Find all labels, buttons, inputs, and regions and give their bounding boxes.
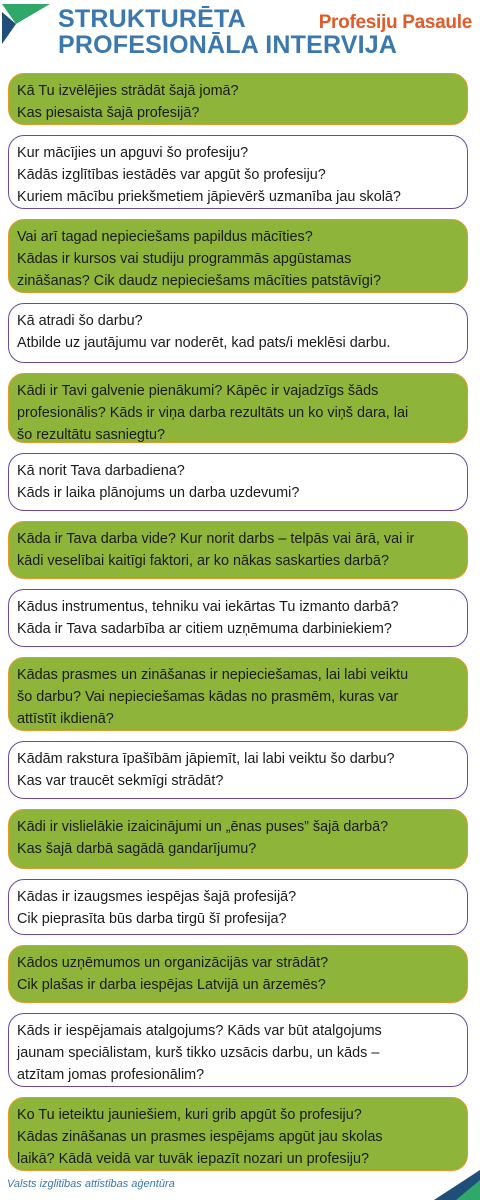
corner-decoration-icon (420, 1170, 480, 1200)
question-card (8, 73, 468, 125)
question-card (8, 1013, 468, 1087)
question-card (8, 589, 468, 647)
question-card (8, 1097, 468, 1171)
question-text-line: Kur mācījies un apguvi šo profesiju? (17, 145, 249, 161)
question-card (8, 657, 468, 731)
question-text-line: Kas var traucēt sekmīgi strādāt? (17, 773, 224, 789)
question-card (8, 303, 468, 363)
question-text-line: Kāds ir iespējamais atalgojums? Kāds var būt atalgojums (17, 1023, 382, 1039)
question-card (8, 373, 468, 443)
question-text-line: Kādi ir Tavi galvenie pienākumi? Kāpēc ir vajadzīgs šāds (17, 383, 379, 399)
question-text-line: Kas piesaista šajā profesijā? (17, 105, 200, 121)
footer-agency: Valsts izglītības attīstības aģentūra (7, 1178, 175, 1190)
question-text-line: Kādas ir izaugsmes iespējas šajā profesijā? (17, 889, 297, 905)
question-text-line: profesionālis? Kāds ir viņa darba rezultāts un ko viņš dara, lai (17, 405, 409, 421)
question-text-line: Kā atradi šo darbu? (17, 313, 143, 329)
question-text-line: Kādas zināšanas un prasmes iespējams apgūt jau skolas (17, 1129, 383, 1145)
header (0, 0, 480, 72)
question-text-line: jaunam speciālistam, kurš tikko uzsācis darbu, un kāds – (17, 1045, 380, 1061)
question-card (8, 135, 468, 209)
question-text-line: šo rezultātu sasniegtu? (17, 427, 165, 443)
question-text-line: Kādos uzņēmumos un organizācijās var strādāt? (17, 955, 329, 971)
question-text-line: Cik plašas ir darba iespējas Latvijā un ārzemēs? (17, 977, 326, 993)
question-text-line: Kādām rakstura īpašībām jāpiemīt, lai labi veiktu šo darbu? (17, 751, 395, 767)
question-text-line: atzītam jomas profesionālim? (17, 1067, 205, 1083)
question-card (8, 945, 468, 1003)
question-text-line: Kā Tu izvēlējies strādāt šajā jomā? (17, 83, 239, 99)
question-card (8, 219, 468, 293)
question-text-line: laikā? Kādā veidā var tuvāk iepazīt nozari un profesiju? (17, 1151, 369, 1167)
title-line-2: PROFESIONĀLA INTERVIJA (58, 31, 398, 59)
question-text-line: šo darbu? Vai nepieciešamas kādas no prasmēm, kuras var (17, 689, 399, 705)
question-text-line: Vai arī tagad nepieciešams papildus mācīties? (17, 229, 313, 245)
question-text-line: Atbilde uz jautājumu var noderēt, kad pats/i meklēsi darbu. (17, 335, 391, 351)
question-card (8, 453, 468, 511)
question-text-line: Kādās izglītības iestādēs var apgūt šo profesiju? (17, 167, 326, 183)
question-card (8, 809, 468, 869)
title-line-1: STRUKTURĒTA (58, 5, 246, 33)
question-text-line: Cik pieprasīta būs darba tirgū šī profesija? (17, 911, 287, 927)
question-text-line: Kāda ir Tava sadarbība ar citiem uzņēmuma darbiniekiem? (17, 621, 392, 637)
question-text-line: Kā norit Tava darbadiena? (17, 463, 185, 479)
question-text-line: Kādas prasmes un zināšanas ir nepieciešamas, lai labi veiktu (17, 667, 409, 683)
question-text-line: Kāds ir laika plānojums un darba uzdevumi? (17, 485, 300, 501)
question-text-line: Kāda ir Tava darba vide? Kur norit darbs – telpās vai ārā, vai ir (17, 531, 415, 547)
question-card (8, 521, 468, 579)
question-card (8, 741, 468, 799)
question-text-line: zināšanas? Cik daudz nepieciešams mācīties patstāvīgi? (17, 273, 381, 289)
question-text-line: attīstīt ikdienā? (17, 711, 114, 727)
brand-logo-text: Profesiju Pasaule (318, 12, 472, 33)
question-text-line: Kādas ir kursos vai studiju programmās apgūstamas (17, 251, 352, 267)
question-text-line: Ko Tu ieteiktu jauniešiem, kuri grib apgūt šo profesiju? (17, 1107, 362, 1123)
question-text-line: Kādi ir vislielākie izaicinājumi un „ēnas puses” šajā darbā? (17, 819, 389, 835)
question-card (8, 879, 468, 935)
question-text-line: Kādus instrumentus, tehniku vai iekārtas Tu izmanto darbā? (17, 599, 399, 615)
logo-icon (2, 4, 54, 44)
question-text-line: Kas šajā darbā sagādā gandarījumu? (17, 841, 257, 857)
question-text-line: kādi veselībai kaitīgi faktori, ar ko nākas saskarties darbā? (17, 553, 389, 569)
question-text-line: Kuriem mācību priekšmetiem jāpievērš uzmanība jau skolā? (17, 189, 401, 205)
